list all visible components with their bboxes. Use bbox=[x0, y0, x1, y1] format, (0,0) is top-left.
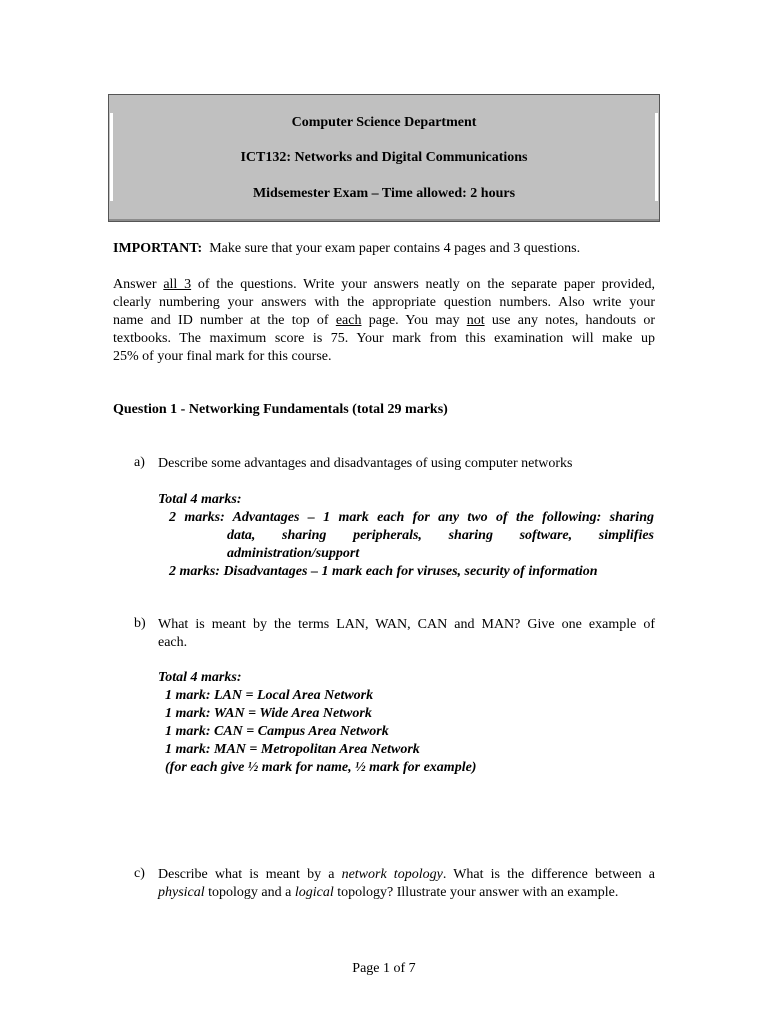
question-b-text: What is meant by the terms LAN, WAN, CAN and MAN? Give one example of bbox=[158, 617, 655, 632]
question-b-mark-line: 1 mark: LAN = Local Area Network bbox=[165, 688, 374, 703]
question-a-mark-line: data, sharing peripherals, sharing software, simplifies bbox=[227, 528, 654, 543]
question-a-mark-line: 2 marks: Disadvantages – 1 mark each for viruses, security of information bbox=[169, 564, 598, 579]
question-a-text: Describe some advantages and disadvantages of using computer networks bbox=[158, 456, 573, 471]
question-1-title: Question 1 - Networking Fundamentals (total 29 marks) bbox=[113, 402, 448, 417]
question-a-total: Total 4 marks: bbox=[158, 492, 242, 507]
department-title: Computer Science Department bbox=[291, 115, 477, 130]
question-b-mark-line: 1 mark: WAN = Wide Area Network bbox=[165, 706, 372, 721]
question-a-mark-line: 2 marks: Advantages – 1 mark each for any two of the following: sharing bbox=[169, 510, 654, 525]
important-label: IMPORTANT: bbox=[113, 241, 203, 256]
instructions-line: clearly numbering your answers with the appropriate question numbers. Also write your bbox=[113, 295, 655, 310]
instructions-line: textbooks. The maximum score is 75. Your mark from this examination will make up bbox=[113, 331, 655, 346]
important-notice bbox=[113, 240, 658, 258]
question-b-mark-line: 1 mark: CAN = Campus Area Network bbox=[165, 724, 389, 739]
question-c-label: c) bbox=[134, 866, 145, 881]
question-a-mark-line: administration/support bbox=[227, 546, 360, 561]
question-a-label: a) bbox=[134, 455, 145, 470]
exam-title: Midsemester Exam – Time allowed: 2 hours bbox=[252, 186, 516, 201]
instructions-line: name and ID number at the top of each page. You may not use any notes, handouts or bbox=[113, 313, 655, 328]
question-b-mark-line: 1 mark: MAN = Metropolitan Area Network bbox=[165, 742, 420, 757]
instructions-line: 25% of your final mark for this course. bbox=[113, 349, 332, 364]
question-b-mark-line: (for each give ½ mark for name, ½ mark for example) bbox=[165, 760, 477, 775]
instructions-line: Answer all 3 of the questions. Write your answers neatly on the separate paper provided, bbox=[113, 277, 655, 292]
question-b-total: Total 4 marks: bbox=[158, 670, 242, 685]
question-b-text: each. bbox=[158, 635, 188, 650]
question-c-text: Describe what is meant by a network topology. What is the difference between a bbox=[158, 867, 655, 882]
question-b-label: b) bbox=[134, 616, 146, 631]
important-text: Make sure that your exam paper contains 4 pages and 3 questions. bbox=[209, 241, 581, 256]
course-title: ICT132: Networks and Digital Communications bbox=[240, 150, 528, 165]
question-c-text: physical topology and a logical topology? Illustrate your answer with an example. bbox=[158, 885, 619, 900]
exam-header-box bbox=[108, 94, 660, 222]
page-number: Page 1 of 7 bbox=[352, 961, 416, 976]
